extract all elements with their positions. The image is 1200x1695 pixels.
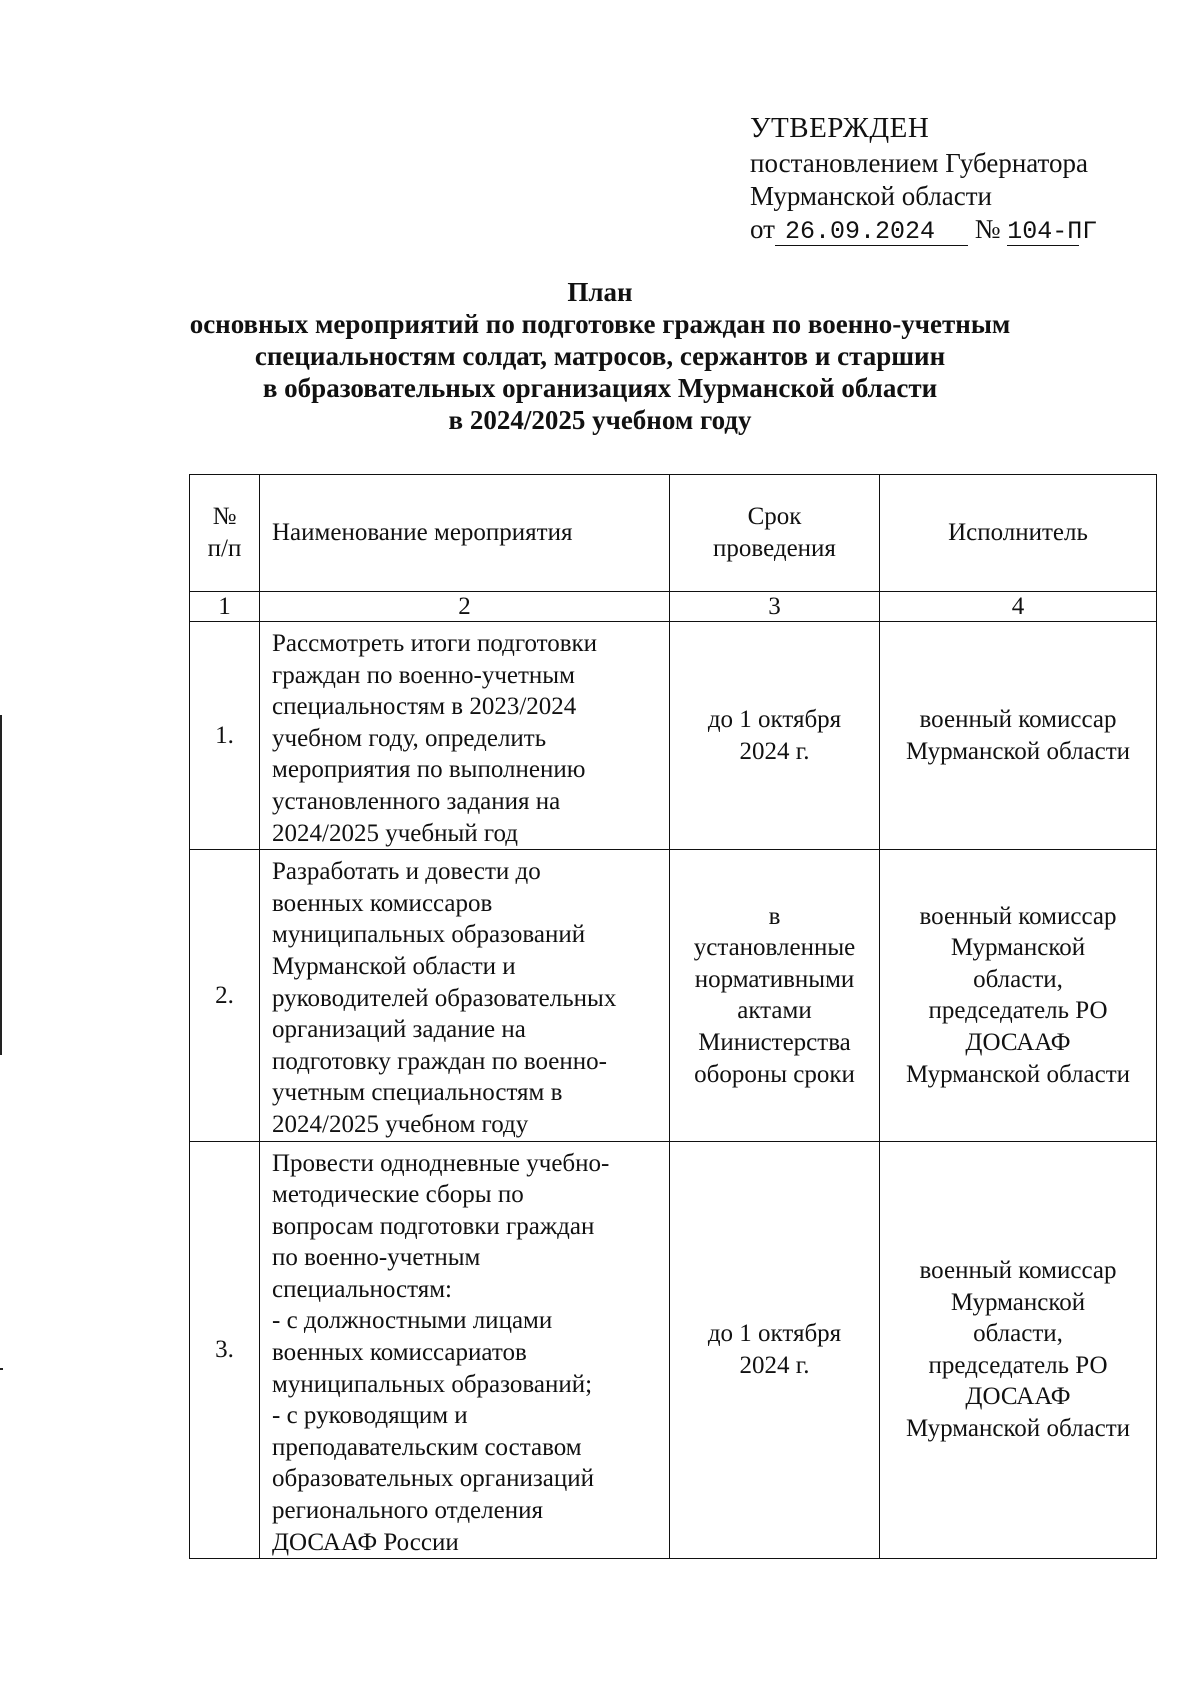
row-activity: Провести однодневные учебно- методические сборы по вопросам подготовки граждан по военно-учетным специальностям: - с должностными лицами военных комиссариатов муниципальных образований; - с руководящим и преподавательским составом образовательных организаций регионального отделения ДОСААФ России — [260, 1141, 670, 1559]
row-number: 1. — [190, 622, 260, 850]
approval-number: 104-ПГ — [1007, 217, 1098, 246]
row-executor: военный комиссар Мурманской области, председатель РО ДОСААФ Мурманской области — [880, 1141, 1157, 1559]
table-row — [190, 1141, 1157, 1559]
header-executor: Исполнитель — [880, 475, 1157, 592]
row-activity: Рассмотреть итоги подготовки граждан по военно-учетным специальностям в 2023/2024 учебном году, определить мероприятия по выполнению установленного задания на 2024/2025 учебный год — [260, 622, 670, 850]
table-header-row — [190, 475, 1157, 592]
title-line-3: специальностям солдат, матросов, сержантов и старшин — [254, 341, 946, 371]
approval-date: 26.09.2024 — [775, 219, 968, 246]
column-number-row — [190, 592, 1157, 622]
row-number: 3. — [190, 1141, 260, 1559]
scan-margin-mark — [0, 715, 2, 1055]
column-number: 3 — [670, 592, 880, 622]
approval-date-prefix: от — [750, 214, 775, 244]
approval-line-2: Мурманской области — [750, 181, 992, 211]
column-number: 2 — [260, 592, 670, 622]
title-line-2: основных мероприятий по подготовке граждан по военно-учетным — [189, 309, 1011, 339]
title-line-1: План — [567, 277, 633, 307]
row-activity: Разработать и довести до военных комиссаров муниципальных образований Мурманской области и руководителей образовательных организаций задание на подготовку граждан по военно- учетным специальностям в 2024/2025 учебном году — [260, 850, 670, 1141]
title-line-5: в 2024/2025 учебном году — [448, 405, 752, 435]
row-executor: военный комиссар Мурманской области — [880, 622, 1157, 850]
row-executor: военный комиссар Мурманской области, председатель РО ДОСААФ Мурманской области — [880, 850, 1157, 1141]
scan-margin-dot — [0, 1368, 3, 1370]
row-date: до 1 октября 2024 г. — [670, 622, 880, 850]
row-date: до 1 октября 2024 г. — [670, 1141, 880, 1559]
approval-stamp — [750, 112, 1098, 246]
table-row — [190, 622, 1157, 850]
header-name: Наименование мероприятия — [260, 475, 670, 592]
table-row — [190, 850, 1157, 1141]
title-line-4: в образовательных организациях Мурманской области — [262, 373, 938, 403]
row-number: 2. — [190, 850, 260, 1141]
column-number: 4 — [880, 592, 1157, 622]
approval-date-line — [750, 213, 1098, 246]
header-date: Срок проведения — [670, 475, 880, 592]
column-number: 1 — [190, 592, 260, 622]
row-date: в установленные нормативными актами Министерства обороны сроки — [670, 850, 880, 1141]
approval-line-1: постановлением Губернатора — [750, 148, 1088, 178]
plan-table — [189, 474, 1157, 1559]
approval-heading: УТВЕРЖДЕН — [750, 112, 930, 144]
approval-number-sign: № — [974, 214, 1001, 244]
document-title — [100, 276, 1100, 436]
header-num: № п/п — [190, 475, 260, 592]
